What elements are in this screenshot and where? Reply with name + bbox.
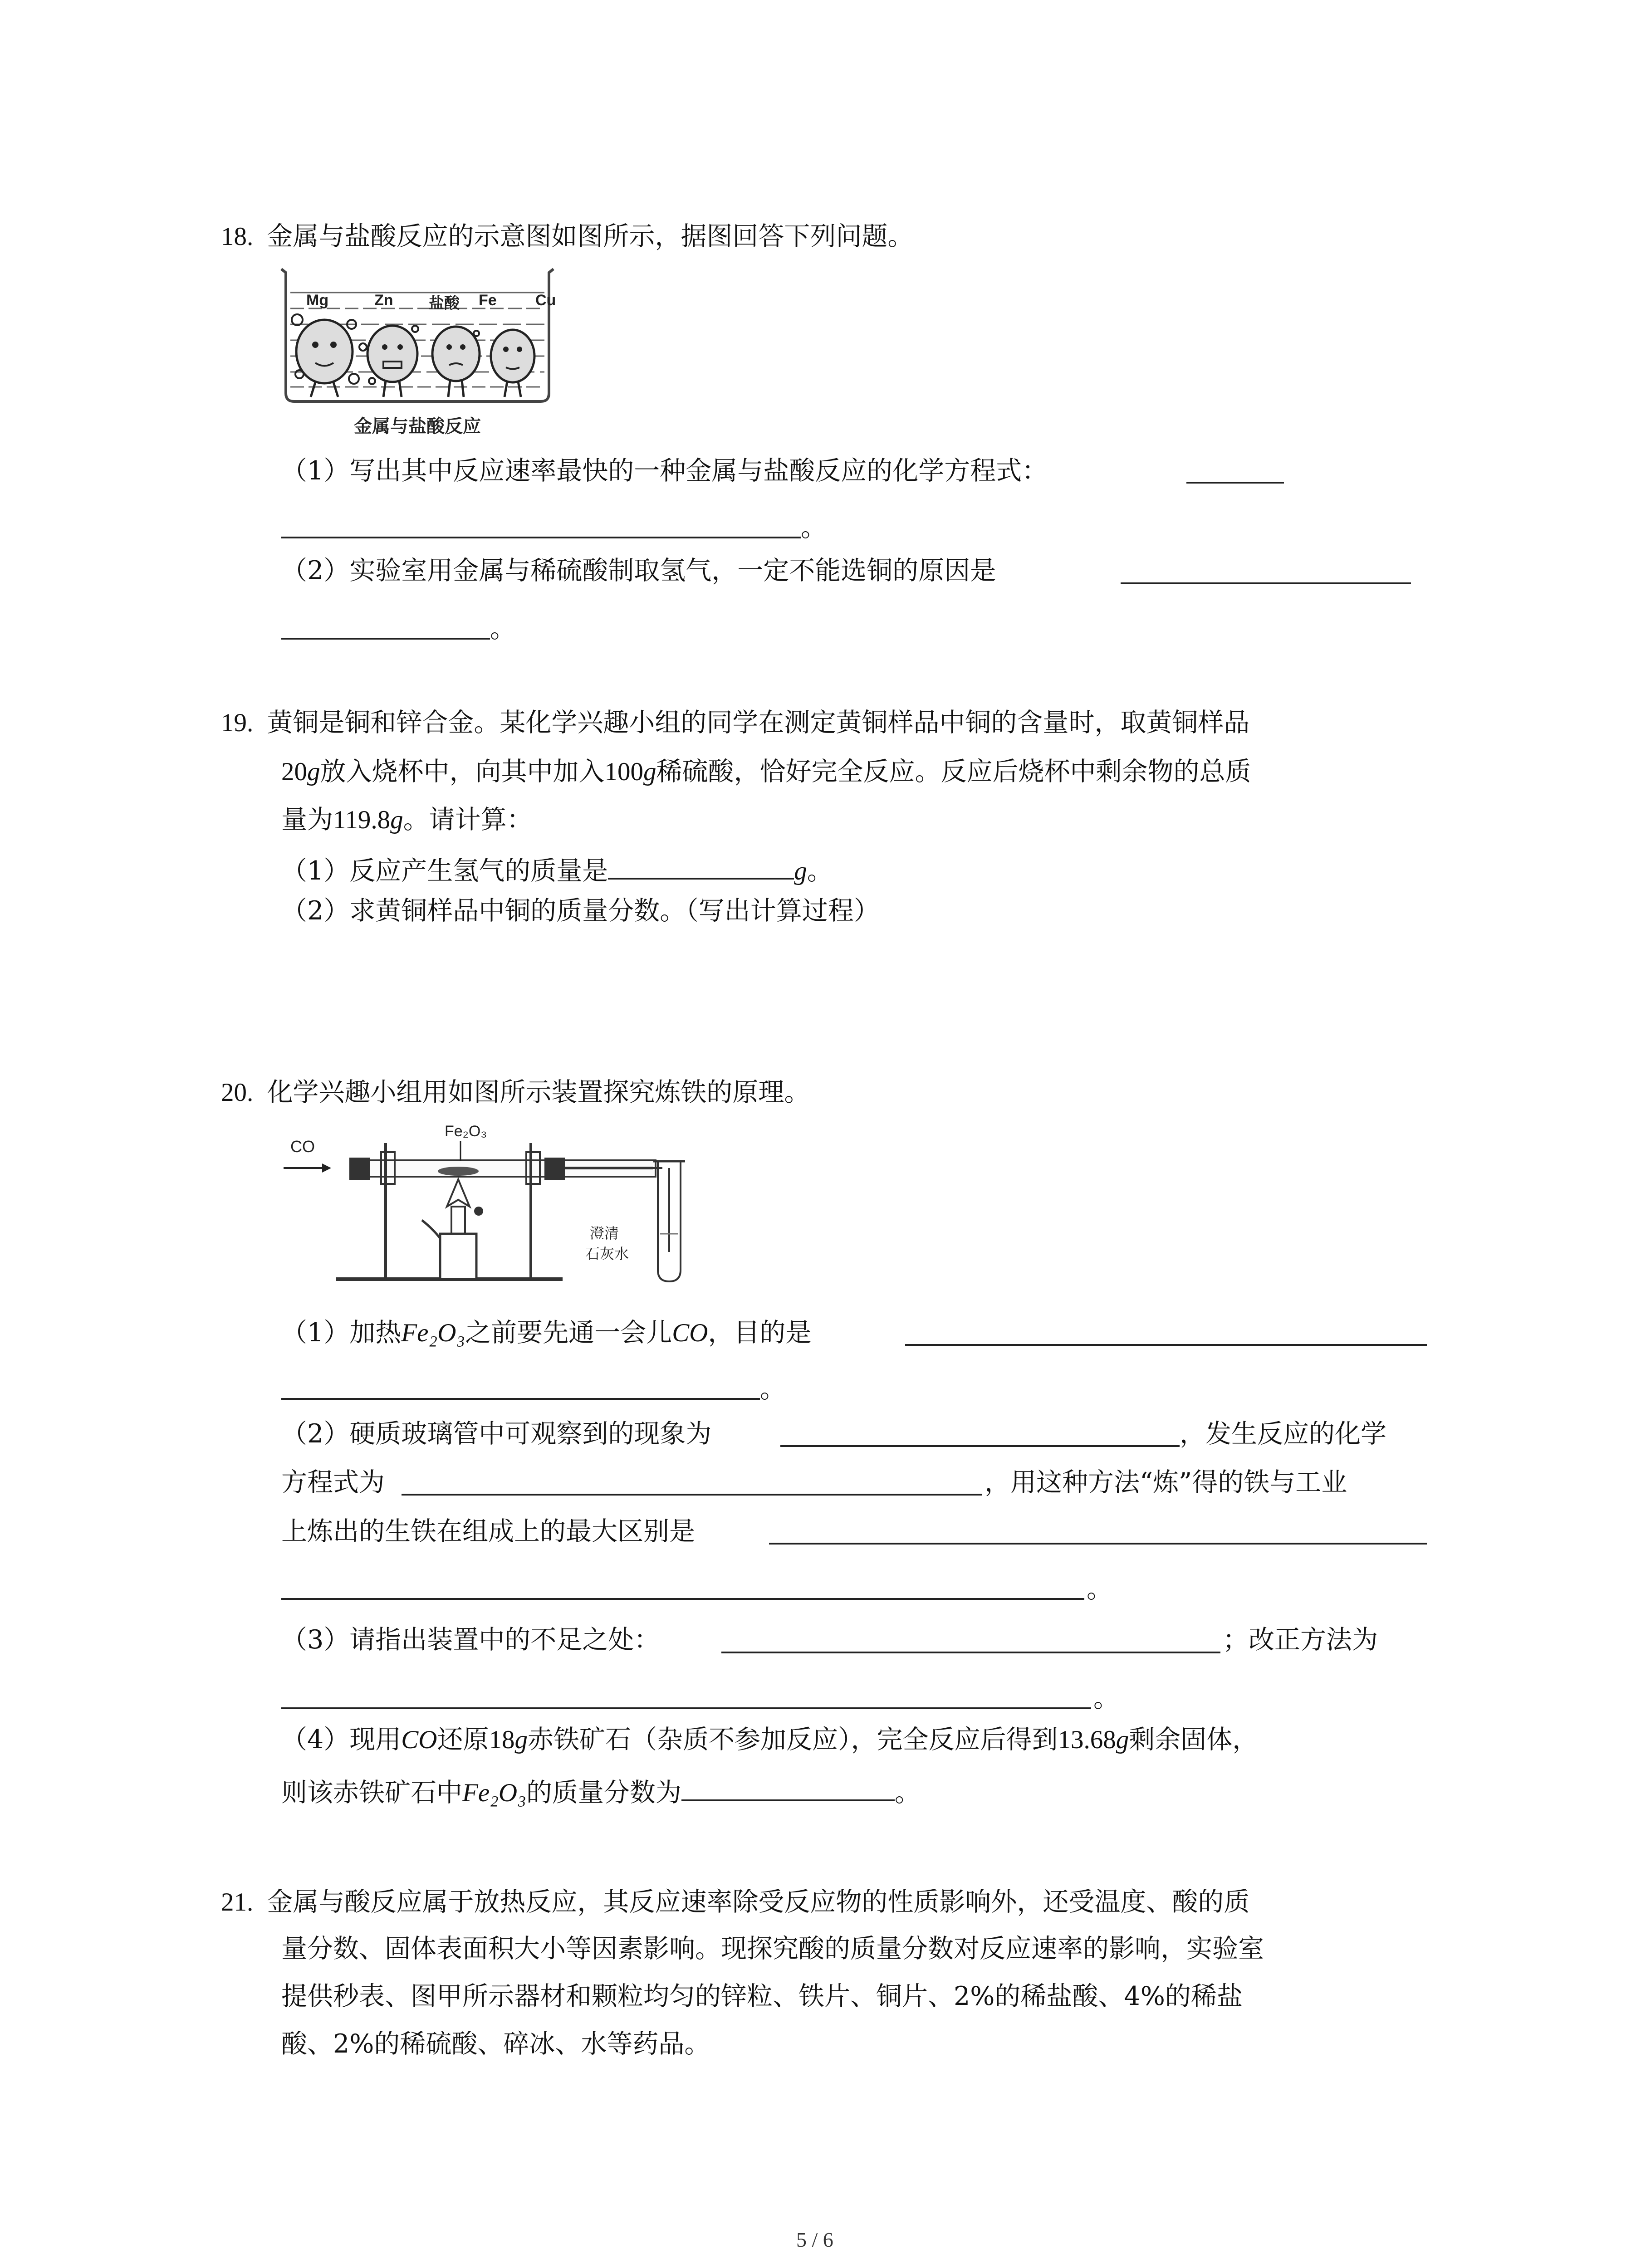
q18-part1-answer-blank-a[interactable] <box>1186 482 1284 484</box>
formula-fe2o3: Fe₂O₃ <box>401 1319 465 1347</box>
q20-part4-text-f: 剩余固体， <box>1129 1725 1259 1755</box>
fig-label-cu: Cu <box>535 292 556 309</box>
q20-part2-text-a: （2）硬质玻璃管中可观察到的现象为 <box>281 1419 712 1449</box>
q19-line3-text-c: 。请计算： <box>403 805 533 835</box>
q18-part1-end: 。 <box>801 513 827 543</box>
fig-label-fe: Fe <box>479 292 497 309</box>
q20-part4-answer-blank[interactable] <box>681 1776 895 1801</box>
fig-fe2o3-label: Fe₂O₃ <box>445 1123 487 1140</box>
q19-line2-text-b: 放入烧杯中，向其中加入 <box>320 757 605 787</box>
q20-part2-answer-blank-difference-b[interactable] <box>281 1598 1084 1600</box>
q19-number: 19. <box>221 709 254 737</box>
q18-stem: 金属与盐酸反应的示意图如图所示，据图回答下列问题。 <box>267 221 914 251</box>
q20-part1-end: 。 <box>760 1374 786 1404</box>
q19-part1-end: 。 <box>807 856 833 886</box>
q18-part2-answer-blank-a[interactable] <box>1121 582 1411 584</box>
q19-mass-total: 119.8 <box>333 806 391 834</box>
q20-part3-text-b: ；改正方法为 <box>1223 1625 1378 1655</box>
q20-figure-apparatus <box>272 1116 726 1297</box>
q20-part1-text-c: ，目的是 <box>708 1318 812 1348</box>
page-number: 5 / 6 <box>796 2228 833 2251</box>
q20-part4-end: 。 <box>894 1778 921 1808</box>
fig-co-label: CO <box>290 1137 315 1156</box>
q20-part1 <box>281 1320 811 1346</box>
formula-fe2o3: Fe₂O₃ <box>462 1779 526 1807</box>
q19-part2 <box>281 898 880 924</box>
q20-part2-text-c: 方程式为 <box>281 1467 385 1497</box>
q20-part4-line1 <box>281 1727 1258 1753</box>
q21-line3: 提供秒表、图甲所示器材和颗粒均匀的锌粒、铁片、铜片、2%的稀盐酸、4%的稀盐 <box>281 1981 1243 2011</box>
fig-limewater-label-2: 石灰水 <box>585 1245 629 1262</box>
q18-part2-answer-blank-b[interactable] <box>281 638 490 640</box>
q19-part1-text: （1）反应产生氢气的质量是 <box>281 856 608 886</box>
fig-limewater-label-1: 澄清 <box>590 1225 619 1242</box>
q19-unit-g: g <box>794 857 807 885</box>
q20-part4-text-a: （4）现用 <box>281 1725 402 1755</box>
q21-line4: 酸、2%的稀硫酸、碎冰、水等药品。 <box>281 2029 710 2059</box>
q20-unit-g: g <box>514 1725 528 1754</box>
q19-part1-answer-blank[interactable] <box>608 854 794 880</box>
q18-number: 18. <box>221 222 254 251</box>
q19-unit-g: g <box>307 758 320 786</box>
q18-part2 <box>281 558 996 584</box>
q20-part1-text-a: （1）加热 <box>281 1318 402 1348</box>
q18-part1-text: （1）写出其中反应速率最快的一种金属与盐酸反应的化学方程式： <box>281 456 1048 486</box>
q20-part3-line <box>281 1627 660 1653</box>
q20-part1-answer-blank-b[interactable] <box>281 1398 760 1400</box>
q20-part4-text-g: 则该赤铁矿石中 <box>281 1778 462 1808</box>
q20-part1-answer-blank-a[interactable] <box>905 1344 1427 1346</box>
q20-part4-text-d: 赤铁矿石（杂质不参加反应），完全反应后得到 <box>527 1725 1058 1755</box>
q20-unit-g: g <box>1116 1725 1129 1754</box>
q19-line3-text-a: 量为 <box>281 805 333 835</box>
q20-part2-line1 <box>281 1421 711 1447</box>
fig-label-hcl: 盐酸 <box>429 295 460 312</box>
q20-part3-answer-blank-fix[interactable] <box>281 1707 1091 1709</box>
q21-line2: 量分数、固体表面积大小等因素影响。现探究酸的质量分数对反应速率的影响，实验室 <box>281 1934 1264 1964</box>
q20-mass-ore: 18 <box>489 1725 515 1754</box>
fig-caption: 金属与盐酸反应 <box>354 416 481 437</box>
q21-line1-text: 金属与酸反应属于放热反应，其反应速率除受反应物的性质影响外，还受温度、酸的质 <box>267 1887 1250 1917</box>
q19-part1 <box>281 854 833 884</box>
q19-mass-acid: 100 <box>604 758 643 786</box>
q20-mass-residue: 13.68 <box>1058 1725 1116 1754</box>
q21-number: 21. <box>221 1888 254 1916</box>
q20-part4-text-h: 的质量分数为 <box>526 1778 681 1808</box>
q18-part1 <box>281 458 1048 484</box>
q18-stem-line <box>221 221 914 251</box>
q20-number: 20. <box>221 1078 254 1107</box>
q19-line2-text-d: 稀硫酸，恰好完全反应。反应后烧杯中剩余物的总质 <box>656 757 1251 787</box>
q21-line1 <box>221 1889 1249 1915</box>
q20-part2-line2 <box>281 1467 385 1497</box>
q20-part2-answer-blank-difference-a[interactable] <box>769 1543 1427 1545</box>
q20-part2-answer-blank-equation[interactable] <box>402 1494 982 1496</box>
q19-line2 <box>281 759 1251 785</box>
q20-part2-text-d: ，用这种方法“炼”得的铁与工业 <box>985 1467 1347 1497</box>
q20-part2-text-e: 上炼出的生铁在组成上的最大区别是 <box>281 1516 695 1546</box>
fig-label-zn: Zn <box>374 292 393 309</box>
q20-part4-text-b: 还原 <box>437 1725 489 1755</box>
formula-co: CO <box>672 1319 708 1347</box>
q20-stem: 化学兴趣小组用如图所示装置探究炼铁的原理。 <box>267 1077 810 1107</box>
q18-part1-answer-blank-b[interactable] <box>281 537 801 538</box>
q20-part1-text-b: 之前要先通一会儿 <box>465 1318 672 1348</box>
formula-co: CO <box>401 1725 437 1754</box>
q18-part2-text: （2）实验室用金属与稀硫酸制取氢气，一定不能选铜的原因是 <box>281 556 996 586</box>
q20-part2-answer-blank-phenomenon[interactable] <box>780 1445 1180 1447</box>
q20-part3-answer-blank-flaw[interactable] <box>721 1652 1220 1653</box>
q18-part2-end: 。 <box>490 614 516 644</box>
q20-part2-text-b: ，发生反应的化学 <box>1180 1419 1386 1449</box>
q20-part4-line2 <box>281 1776 921 1806</box>
q19-line1 <box>221 710 1249 736</box>
q20-part3-end: 。 <box>1093 1683 1119 1713</box>
q20-part3-text-a: （3）请指出装置中的不足之处： <box>281 1625 660 1655</box>
q19-unit-g: g <box>643 758 656 786</box>
q19-mass-sample: 20 <box>281 758 307 786</box>
q20-stem-line <box>221 1077 810 1107</box>
q19-part2-text: （2）求黄铜样品中铜的质量分数。（写出计算过程） <box>281 896 880 926</box>
q18-figure-beaker <box>272 265 563 442</box>
fig-label-mg: Mg <box>306 292 329 309</box>
q19-line3 <box>281 807 533 833</box>
q20-part2-end: 。 <box>1087 1574 1112 1604</box>
q19-line1-text: 黄铜是铜和锌合金。某化学兴趣小组的同学在测定黄铜样品中铜的含量时，取黄铜样品 <box>267 708 1250 738</box>
q19-unit-g: g <box>390 806 403 834</box>
q20-part2-line3 <box>281 1516 695 1546</box>
